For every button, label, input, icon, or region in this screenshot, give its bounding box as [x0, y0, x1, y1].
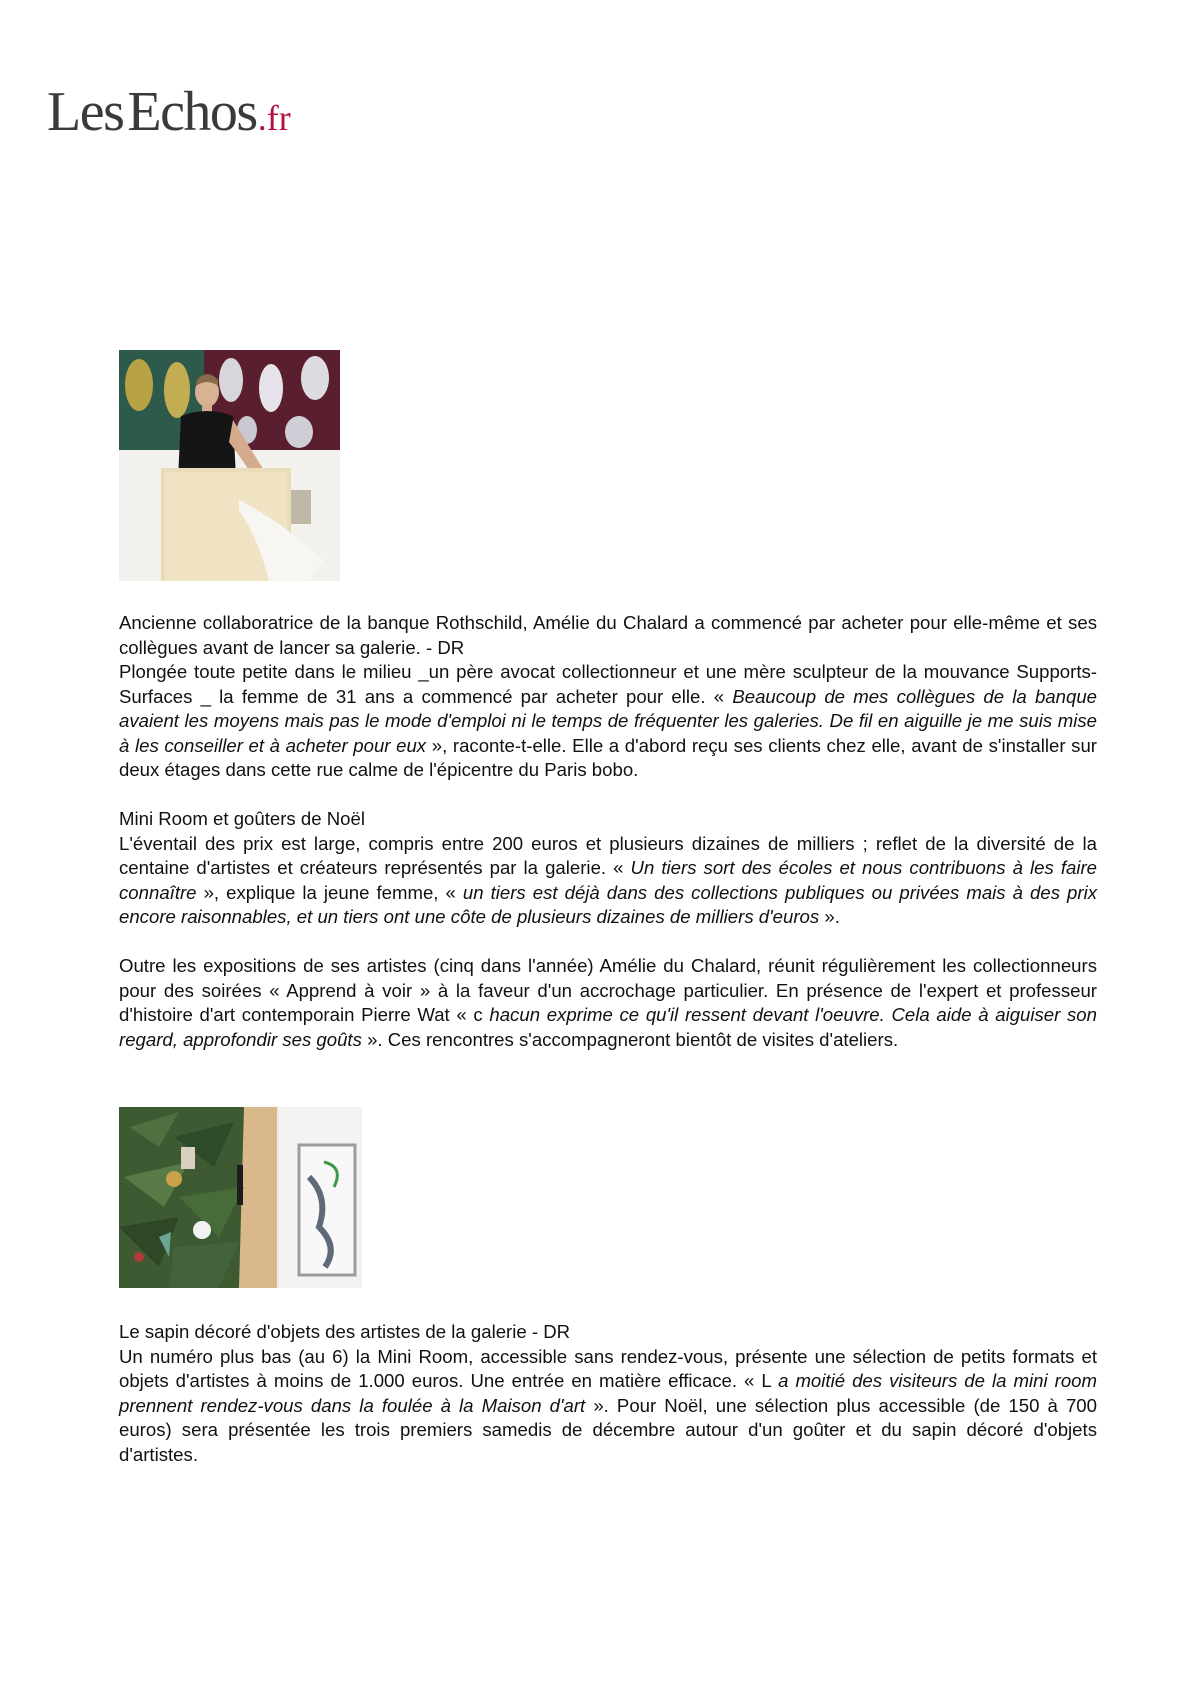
- photo-caption: Le sapin décoré d'objets des artistes de la galerie - DR: [119, 1321, 571, 1342]
- portrait-photo: [119, 350, 340, 581]
- article-body-upper: [119, 611, 1097, 1052]
- paragraph: [119, 954, 1097, 1052]
- paragraph-text: », raconte-t-elle. Elle a d'abord reçu ses clients chez elle, avant de s'installer sur deux étages dans cette rue calme de l'épicentre du Paris bobo.: [119, 734, 1097, 780]
- paragraph: [119, 832, 1097, 930]
- photo-caption: Ancienne collaboratrice de la banque Rothschild, Amélie du Chalard a commencé par acheter pour elle-même et ses collègues avant de lancer sa galerie. - DR: [119, 612, 1097, 658]
- paragraph-text: ». Ces rencontres s'accompagneront bientôt de visites d'ateliers.: [361, 1028, 899, 1050]
- quote: hacun exprime ce qu'il ressent devant l'oeuvre. Cela aide à aiguiser son regard, approfondir ses goûts: [119, 1004, 1097, 1050]
- quote: Beaucoup de mes collègues de la banque avaient les moyens mais pas le mode d'emploi ni le temps de fréquenter les galeries. De fil en aiguille je me suis mise à les conseiller et à acheter pour eux: [119, 685, 1098, 756]
- logo-text-echos: Echos: [127, 81, 257, 143]
- article-body-lower: [119, 1320, 1097, 1467]
- logo-text-fr: .fr: [257, 98, 291, 138]
- quote: a moitié des visiteurs de la mini room prennent rendez-vous dans la foulée à la Maison d'art: [119, 1370, 1097, 1416]
- paragraph-text: Un numéro plus bas (au 6) la Mini Room, accessible sans rendez-vous, présente une sélection de petits formats et objets d'artistes à moins de 1.000 euros. Une entrée en matière efficace. « L: [119, 1345, 1097, 1391]
- paragraph-text: Outre les expositions de ses artistes (cinq dans l'année) Amélie du Chalard, réunit régulièrement les collectionneurs pour des soirées « Apprend à voir » à la faveur d'un accrochage particulier. En présence de l'expert et professeur d'histoire d'art contemporain Pierre Wat « c: [119, 955, 1097, 1025]
- section-heading: Mini Room et goûters de Noël: [119, 808, 365, 829]
- lesechos-logo[interactable]: [47, 82, 291, 142]
- paragraph-text: Plongée toute petite dans le milieu _un père avocat collectionneur et une mère sculpteur de la mouvance Supports-Surfaces _ la femme de 31 ans a commencé par acheter pour elle. «: [119, 661, 1097, 707]
- logo-text-les: Les: [47, 81, 124, 143]
- paragraph-text: », explique la jeune femme, «: [196, 881, 463, 903]
- paragraph: [119, 660, 1097, 783]
- paragraph-text: ».: [819, 906, 840, 927]
- paragraph: [119, 1345, 1097, 1468]
- quote: Un tiers sort des écoles et nous contribuons à les faire connaître: [119, 857, 1097, 903]
- christmas-tree-photo: [119, 1107, 362, 1288]
- paragraph-text: L'éventail des prix est large, compris entre 200 euros et plusieurs dizaines de milliers ; reflet de la diversité de la centaine d'artistes et créateurs représentés par la galerie. «: [119, 832, 1097, 878]
- quote: un tiers est déjà dans des collections publiques ou privées mais à des prix encore raisonnables, et un tiers ont une côte de plusieurs dizaines de milliers d'euros: [119, 881, 1097, 927]
- paragraph-text: ». Pour Noël, une sélection plus accessible (de 150 à 700 euros) sera présentée les trois premiers samedis de décembre autour d'un goûter et du sapin décoré d'objets d'artistes.: [119, 1394, 1097, 1465]
